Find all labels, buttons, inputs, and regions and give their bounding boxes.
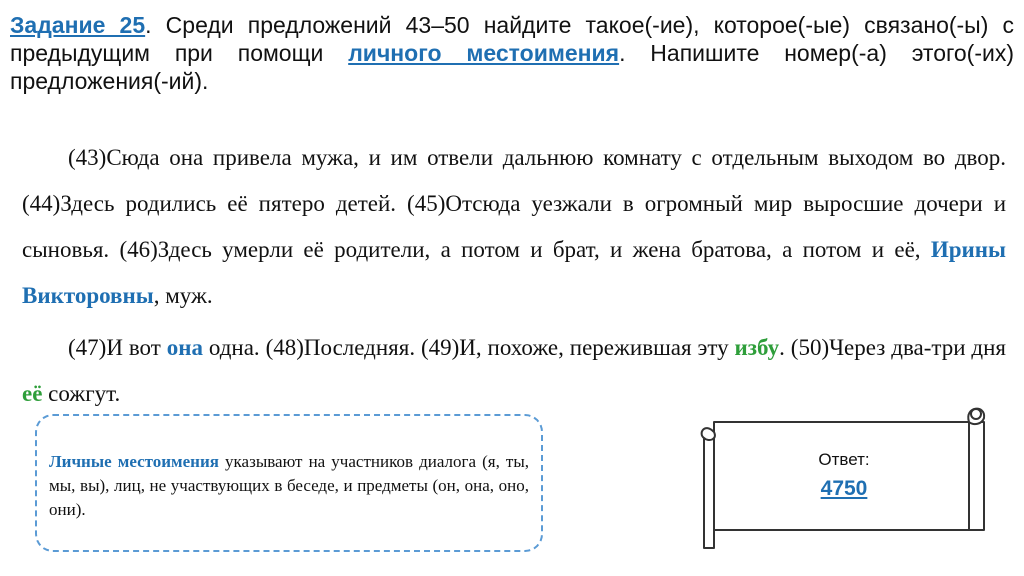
paragraph-1-text: (43)Сюда она привела мужа, и им отвели дальнюю комнату с отдельным выходом во двор. (44)Здесь родились её пятеро детей. (45)Отсюда уезжали в огромный мир выросшие дочери и сыновья. (46)Здесь умерли её родители, а потом и брат, и жена братова, а потом и её, [22,145,1006,262]
paragraph-1-end: , муж. [153,283,213,308]
highlight-ona: она [166,335,203,360]
highlight-irina: Ирины Викторовны [22,237,1006,308]
task-text-before: . Среди предложений 43–50 найдите такое(-ие), которое(-ые) связано(-ы) с предыдущим при помощи [10,12,1015,66]
passage-paragraph-1 [22,135,1006,319]
paragraph-2-part-4: сожгут. [42,381,121,406]
note-text: указывают на участников диалога (я, ты, мы, вы), лиц, не участвующих в беседе, и предметы (он, она, оно, они). [49,452,530,519]
paragraph-2-part-2: одна. (48)Последняя. (49)И, похоже, пережившая эту [202,335,735,360]
note-term: Личные местоимения [49,452,219,471]
personal-pronoun-link[interactable]: личного местоимения [348,40,620,66]
answer-label: Ответ: [818,450,870,469]
highlight-eyo: её [22,381,43,406]
task-text-after: . Напишите номер(-а) этого(-их) предложения(-ий). [10,40,1014,94]
task-title-link[interactable]: Задание 25 [10,12,146,38]
paragraph-2-part-1: (47)И вот [68,335,167,360]
pronoun-note-box [35,414,543,552]
highlight-izbu: избу [734,335,780,360]
answer-scroll [694,400,994,555]
paragraph-2-part-3: . (50)Через два-три дня [779,335,1007,360]
task-statement [10,11,1014,95]
answer-value[interactable]: 4750 [820,477,868,500]
